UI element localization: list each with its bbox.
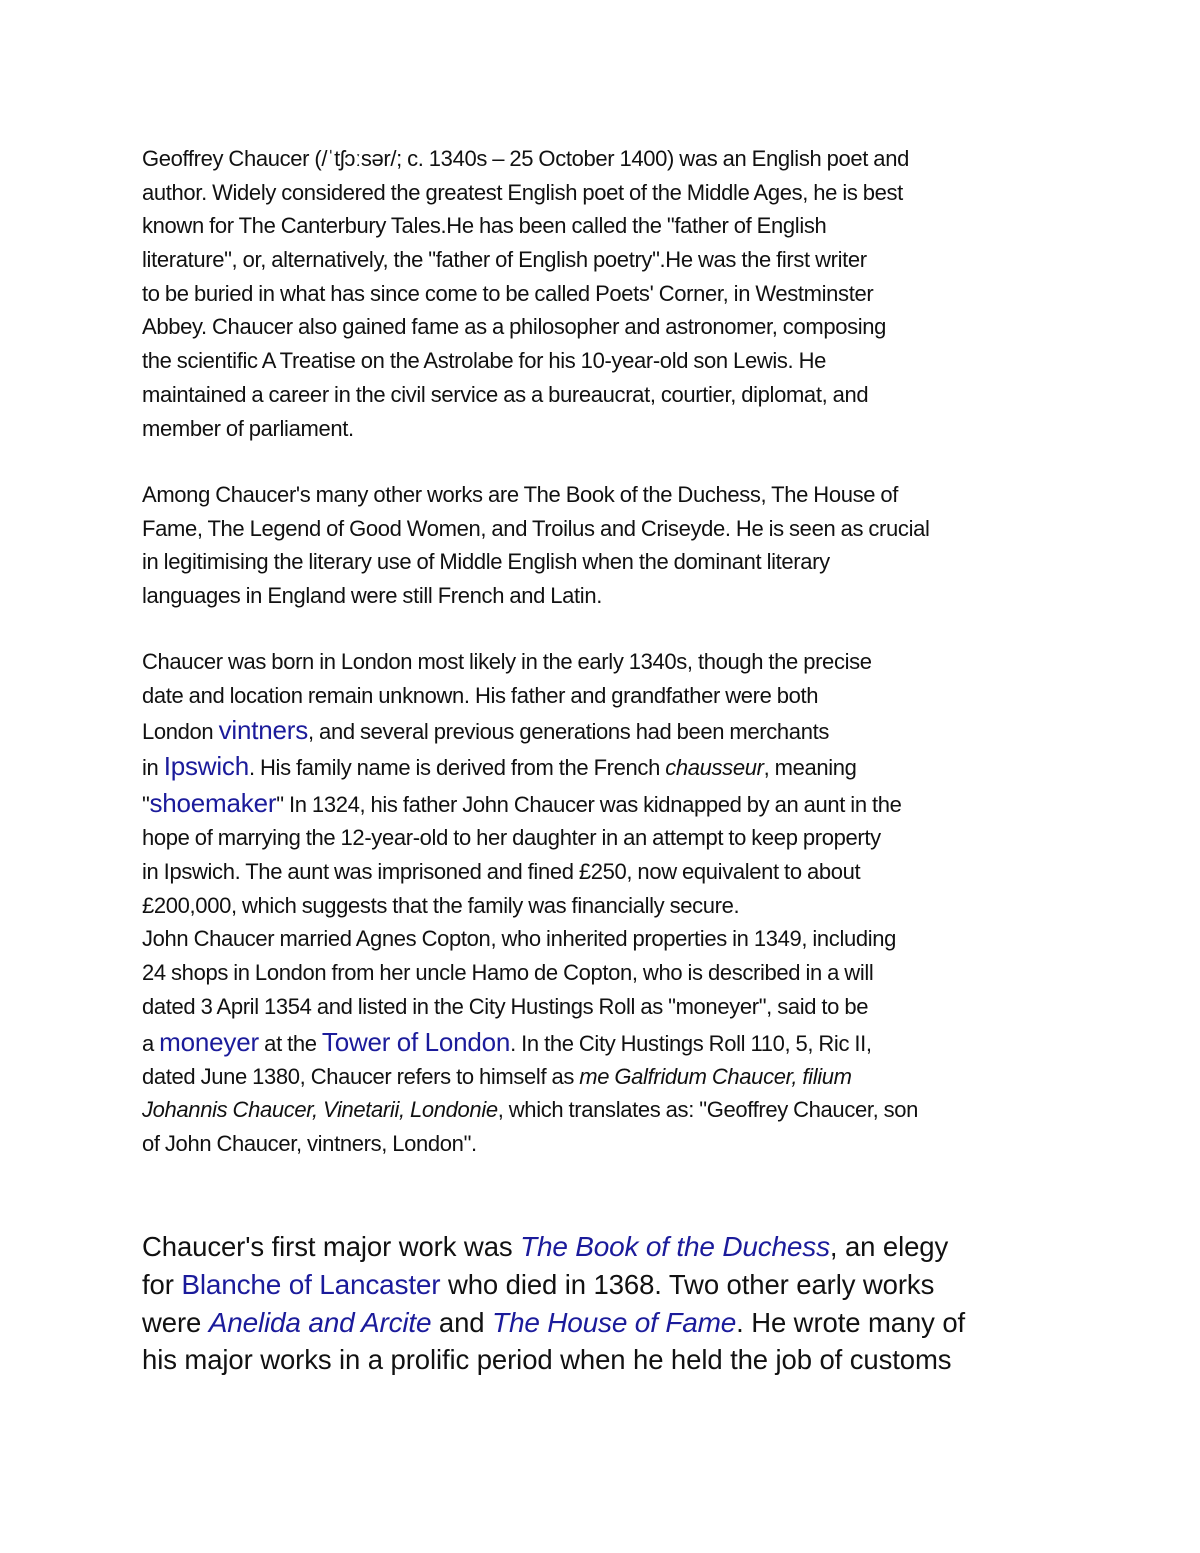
text-run: who died in 1368. Two other early works: [440, 1268, 935, 1300]
text-line: literature", or, alternatively, the "father of English poetry".He was the first writer: [142, 247, 867, 273]
paragraph-early-life: [142, 645, 1072, 1161]
text-line: date and location remain unknown. His father and grandfather were both: [142, 682, 819, 708]
text-run: , meaning: [763, 755, 857, 781]
paragraph-works: [142, 478, 1072, 613]
text-run: were: [142, 1306, 209, 1338]
text-run: ": [142, 792, 150, 818]
text-run: Chaucer's first major work was: [142, 1231, 521, 1262]
italic-term: chausseur: [665, 755, 764, 781]
text-line: [142, 1266, 1072, 1304]
text-line: dated 3 April 1354 and listed in the City Hustings Roll as "moneyer", said to be: [142, 993, 869, 1019]
text-line: [142, 1060, 1072, 1094]
text-run: , an elegy: [829, 1231, 949, 1262]
text-line: his major works in a prolific period when he held the job of customs: [142, 1344, 952, 1376]
text-line: [142, 785, 1072, 821]
text-line: known for The Canterbury Tales.He has been called the "father of English: [142, 213, 827, 239]
italic-quote: me Galfridum Chaucer, filium: [579, 1063, 852, 1089]
link-tower-of-london[interactable]: Tower of London: [321, 1026, 511, 1057]
text-run: London: [142, 719, 219, 745]
text-line: of John Chaucer, vintners, London".: [142, 1130, 477, 1156]
text-line: [142, 748, 1072, 785]
text-line: [142, 712, 1072, 748]
text-line: Geoffrey Chaucer (/ˈtʃɔːsər/; c. 1340s – 25 October 1400) was an English poet and: [142, 146, 909, 171]
link-ipswich[interactable]: Ipswich: [163, 751, 249, 782]
text-run: a: [142, 1030, 160, 1056]
text-run: for: [142, 1268, 182, 1300]
text-run: . His family name is derived from the French: [248, 755, 666, 781]
text-run: " In 1324, his father John Chaucer was kidnapped by an aunt in the: [276, 792, 902, 818]
text-line: Abbey. Chaucer also gained fame as a philosopher and astronomer, composing: [142, 314, 887, 340]
paragraph-first-works: [142, 1228, 1072, 1379]
text-run: in: [142, 755, 164, 781]
text-line: in Ipswich. The aunt was imprisoned and fined £250, now equivalent to about: [142, 859, 861, 885]
text-run: , which translates as: "Geoffrey Chaucer, son: [497, 1097, 919, 1123]
text-line: languages in England were still French and Latin.: [142, 583, 602, 609]
text-line: [142, 1024, 1072, 1060]
link-blanche-of-lancaster[interactable]: Blanche of Lancaster: [181, 1268, 441, 1300]
text-line: Among Chaucer's many other works are The Book of the Duchess, The House of: [142, 482, 899, 507]
link-shoemaker[interactable]: shoemaker: [149, 788, 277, 819]
link-book-of-the-duchess[interactable]: The Book of the Duchess: [520, 1231, 830, 1262]
link-moneyer[interactable]: moneyer: [159, 1026, 259, 1057]
text-line: in legitimising the literary use of Middle English when the dominant literary: [142, 549, 830, 575]
text-line: [142, 1304, 1072, 1342]
text-line: author. Widely considered the greatest English poet of the Middle Ages, he is best: [142, 179, 903, 205]
text-run: dated June 1380, Chaucer refers to himself as: [142, 1063, 580, 1089]
text-line: to be buried in what has since come to be called Poets' Corner, in Westminster: [142, 280, 874, 306]
text-line: John Chaucer married Agnes Copton, who inherited properties in 1349, including: [142, 926, 897, 952]
text-run: , and several previous generations had been merchants: [308, 719, 829, 745]
paragraph-intro: [142, 142, 1072, 445]
text-line: [142, 1228, 1072, 1266]
italic-quote: Johannis Chaucer, Vinetarii, Londonie: [142, 1097, 498, 1123]
text-run: . In the City Hustings Roll 110, 5, Ric II,: [510, 1030, 872, 1056]
link-anelida-and-arcite[interactable]: Anelida and Arcite: [208, 1306, 432, 1338]
text-run: and: [431, 1306, 493, 1338]
link-house-of-fame[interactable]: The House of Fame: [492, 1306, 737, 1338]
link-vintners[interactable]: vintners: [218, 715, 309, 746]
text-line: £200,000, which suggests that the family was financially secure.: [142, 892, 740, 918]
text-line: [142, 1093, 1072, 1127]
text-line: maintained a career in the civil service as a bureaucrat, courtier, diplomat, and: [142, 381, 869, 407]
text-line: the scientific A Treatise on the Astrolabe for his 10-year-old son Lewis. He: [142, 348, 827, 374]
text-run: at the: [258, 1030, 322, 1056]
text-line: hope of marrying the 12-year-old to her daughter in an attempt to keep property: [142, 825, 881, 851]
text-line: member of parliament.: [142, 415, 354, 441]
text-run: . He wrote many of: [736, 1306, 966, 1338]
text-line: Chaucer was born in London most likely in the early 1340s, though the precise: [142, 649, 872, 674]
text-line: 24 shops in London from her uncle Hamo de Copton, who is described in a will: [142, 960, 874, 986]
text-line: Fame, The Legend of Good Women, and Troilus and Criseyde. He is seen as crucial: [142, 515, 930, 541]
